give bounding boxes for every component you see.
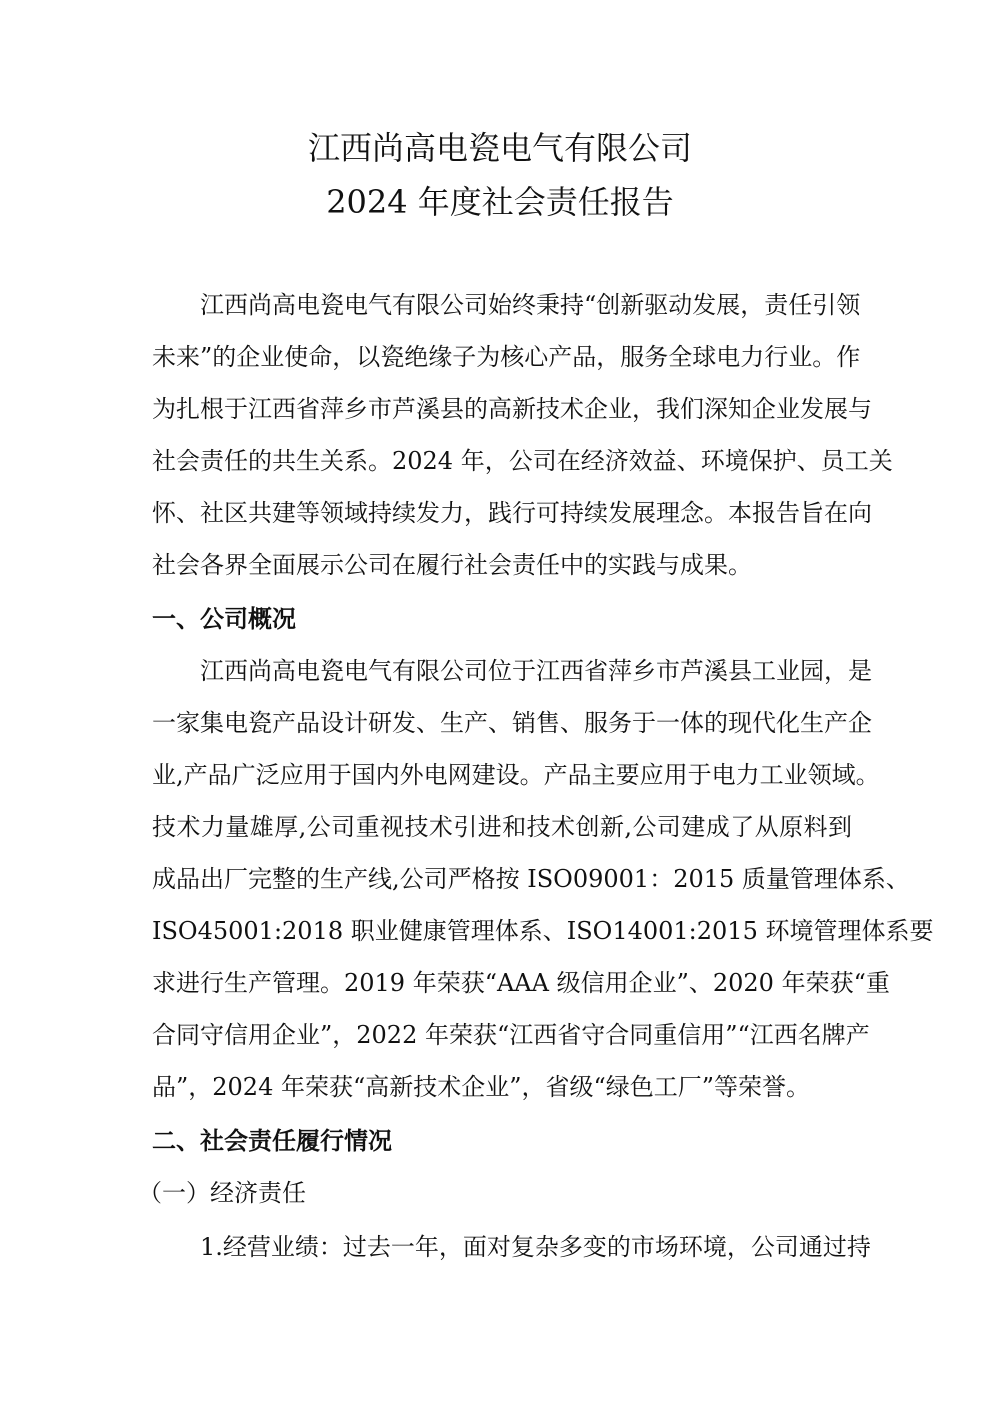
overview-line: 求进行生产管理。2019 年荣获“AAA 级信用企业”、2020 年荣获“重: [152, 969, 890, 997]
economic-item-line: 1.经营业绩：过去一年，面对复杂多变的市场环境，公司通过持: [152, 1233, 871, 1261]
overview-line: 技术力量雄厚,公司重视技术引进和技术创新,公司建成了从原料到: [152, 813, 852, 841]
intro-line: 为扎根于江西省萍乡市芦溪县的高新技术企业，我们深知企业发展与: [152, 395, 872, 423]
intro-line: 江西尚高电瓷电气有限公司始终秉持“创新驱动发展，责任引领: [152, 291, 861, 319]
section-heading-social-responsibility: 二、社会责任履行情况: [152, 1127, 392, 1155]
intro-line: 社会各界全面展示公司在履行社会责任中的实践与成果。: [152, 551, 752, 579]
overview-line: 一家集电瓷产品设计研发、生产、销售、服务于一体的现代化生产企: [152, 709, 872, 737]
subsection-heading-economic: （一）经济责任: [138, 1179, 306, 1207]
overview-line: ISO45001:2018 职业健康管理体系、ISO14001:2015 环境管理体系要: [152, 917, 934, 945]
intro-line: 怀、社区共建等领域持续发力，践行可持续发展理念。本报告旨在向: [152, 499, 872, 527]
section-heading-company-overview: 一、公司概况: [152, 605, 296, 633]
report-title-company: 江西尚高电瓷电气有限公司: [307, 129, 692, 167]
intro-line: 社会责任的共生关系。2024 年，公司在经济效益、环境保护、员工关: [152, 447, 893, 475]
report-title-year: 2024 年度社会责任报告: [326, 183, 674, 221]
intro-line: 未来”的企业使命，以瓷绝缘子为核心产品，服务全球电力行业。作: [152, 343, 861, 371]
overview-line: 业,产品广泛应用于国内外电网建设。产品主要应用于电力工业领域。: [152, 761, 880, 789]
overview-line: 江西尚高电瓷电气有限公司位于江西省萍乡市芦溪县工业园，是: [152, 657, 872, 685]
overview-line: 合同守信用企业”，2022 年荣获“江西省守合同重信用”“江西名牌产: [152, 1021, 870, 1049]
overview-line: 品”，2024 年荣获“高新技术企业”，省级“绿色工厂”等荣誉。: [152, 1073, 811, 1101]
overview-line: 成品出厂完整的生产线,公司严格按 ISO09001：2015 质量管理体系、: [152, 865, 910, 893]
